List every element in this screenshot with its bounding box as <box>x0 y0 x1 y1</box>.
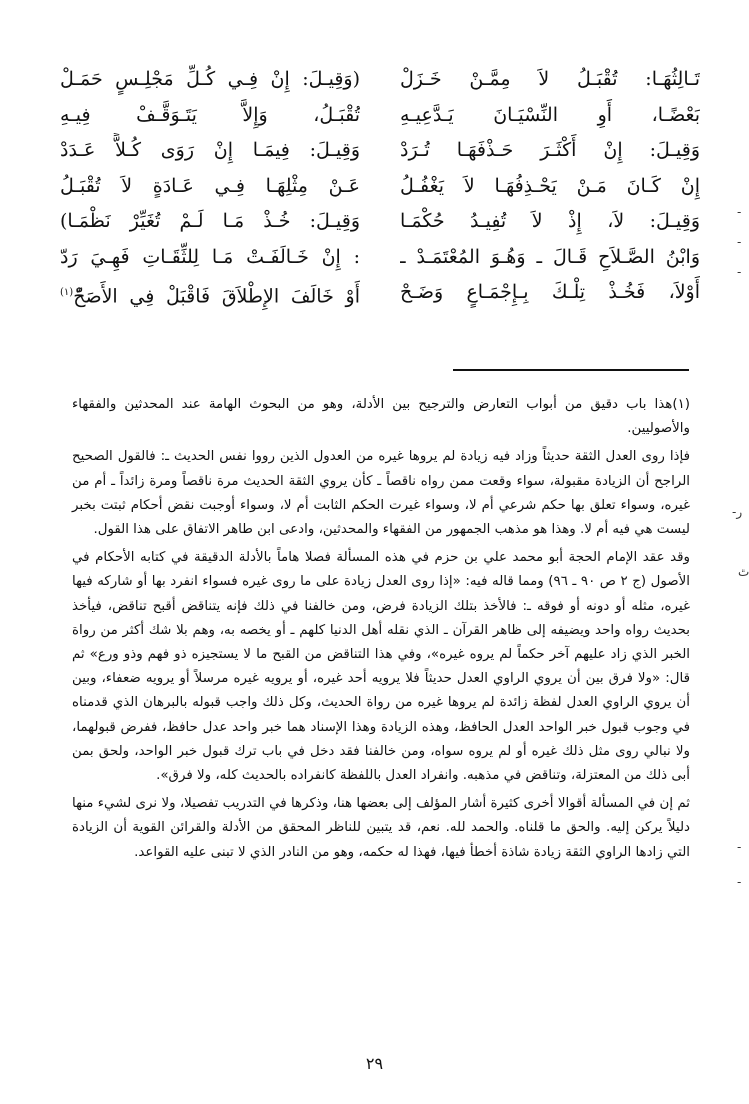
verse-line: تُقْبَـلُ، وَإِلاَّ يَتَـوَقَّـفْ فِيـهِ <box>60 103 360 126</box>
verse-column-left <box>60 62 360 311</box>
margin-mark: - <box>737 265 742 279</box>
verse-line: : إِنْ خَـالَفَـتْ مَـا لِلثِّقَـاتِ فَهِـيَ رَدّ <box>60 245 360 268</box>
verse-line: وَقِيـلَ: إِنْ أَكْثَـرَ حَـذْفَهَـا تُـرَدْ <box>400 139 700 161</box>
verse-line: وَقِيـلَ: خُـذْ مَـا لَـمْ تُغَيِّرْ نَظْمَـا) <box>60 210 360 232</box>
margin-mark: - <box>737 875 742 889</box>
margin-mark: ﭢ <box>738 565 749 579</box>
verse-line: وَقِيـلَ: فِيمَـا إِنْ رَوَى كُـلاًّ عَـدَدْ <box>60 139 360 161</box>
footnote-text: هذا باب دقيق من أبواب التعارض والترجيح بين الأدلة، وهو من البحوث الهامة عند المحدثين والفقهاء والأصوليين. <box>72 397 690 437</box>
verse-line: إِنْ كَـانَ مَـنْ يَحْـذِفُهَـا لاَ يَغْفُـلُ <box>400 174 700 197</box>
footnote-body <box>72 393 690 869</box>
footnote-marker: (١) <box>672 397 690 412</box>
page-number: ٢٩ <box>365 1054 384 1073</box>
verse-line: تَـالِثُهَـا: تُقْبَـلُ لاَ مِمَّـنْ خَـزَلْ <box>400 68 700 90</box>
footnote-paragraph: وقد عقد الإمام الحجة أبو محمد علي بن حزم في هذه المسألة فصلا هاماً بالأدلة الدقيقة في كتابه الأحكام في الأصول (ج ٢ ص ٩٠ ـ ٩٦) ومما قاله فيه: «إذا روى العدل زيادة على ما روى غيره فسواء انفرد بها أو شاركه فيها غيره، مثله أو دونه أو فوقه ـ: فالأخذ بتلك الزيادة فرض، ومن خالفنا في ذلك فإنه يتناقض أقبح تناقض، فيأخذ بحديث رواه واحد ويضيفه إلى ظاهر القرآن ـ الذي نقله أهل الدنيا كلهم ـ أو يخصه به، وهم بلا شك أكثر من رواة الخبر الذي زاد عليهم آخر حكماً لم يروه غيره»، وفي هذا التناقض من القبح ما لا يستجيزه ذو فهم وذو ورع» ثم قال: «ولا فرق بين أن يروي الراوي العدل حديثاً فلا يرويه أحد غيره، أو يرويه غيره مرسلاً أو يرويه ضعفاء، وبين أن يروي الراوي العدل لفظة زائدة لم يروها غيره من رواة الحديث، وكل ذلك واجب قبوله بالبرهان الذي قدمناه في وجوب قبول خبر الواحد العدل الحافظ، وهذه الزيادة وهذا الإسناد هما خبر واحد عدل حافظ، ففرض قبولهما، ولا نبالي روى مثل ذلك غيره أو لم يروه سواه، ومن خالفنا فقد دخل في باب ترك قبول خبر الواحد، ولحق بمن أبى ذلك من المعتزلة، وتناقض في مذهبه. وانفراد العدل باللفظة كانفراده بالحديث كله، ولا فرق». <box>72 550 691 784</box>
verse-block <box>60 62 700 312</box>
verse-text: أَوْ خَالَفَ الإِطْلاَقَ فَاقْبَلْ فِي الأَصَحّْ <box>73 285 360 308</box>
margin-mark: ﺭ- <box>732 505 743 519</box>
footnote-paragraph: ثم إن في المسألة أقوالا أخرى كثيرة أشار المؤلف إلى بعضها هنا، وذكرها في التدريب تفصيلا، ولا نرى لشيء منها دليلاً يركن إليه. والحق ما قلناه. والحمد لله. نعم، قد يتبين للناظر المحقق من الأدلة والقرائن القوية أن الزيادة التي زادها الراوي الثقة زيادة شاذة أخطأ فيها، فهذا له حكمه، وهو من النادر الذي لا تبنى عليه القواعد. <box>72 796 690 860</box>
margin-mark: - <box>737 235 742 249</box>
verse-line-with-footnote <box>60 275 360 311</box>
margin-mark: - <box>737 205 742 219</box>
verse-line: عَـنْ مِثْلِهَـا فِـي عَـادَةٍ لاَ تُقْبَـلُ <box>60 174 360 197</box>
verse-line: وَقِيـلَ: لاَ، إِذْ لاَ تُفِيـدُ حُكْمَـا <box>400 210 700 232</box>
verse-line: (وَقِيـلَ: إِنْ فِـي كُـلِّ مَجْلِـسٍ حَمَـلْ <box>60 68 360 90</box>
footnote-separator <box>453 369 689 371</box>
footnote-paragraph <box>72 393 690 441</box>
margin-mark: - <box>737 840 742 854</box>
verse-line: أَوْلاَ، فَخُـذْ تِلْـكَ بِـإِجْمَـاعٍ وَضَـحْ <box>400 281 700 303</box>
footnote-reference[interactable]: (١) <box>60 287 74 298</box>
footnote-paragraph: فإذا روى العدل الثقة حديثاً وزاد فيه زيادة لم يروها غيره من العدول الذين رووا نفس الحديث ـ: فالقول الصحيح الراجح أن الزيادة مقبولة، سواء وقعت ممن رواه ناقصاً ـ كأن يروي الثقة الحديث مرة ناقصاً ومرة زائداً ـ أم من غيره، وسواء تعلق بها حكم شرعي أم لا، وسواء غيرت الحكم الثابت أم لا، وسواء أوجبت نقض أحكام ثبتت بخبر ليست هي فيه أم لا. وهذا هو مذهب الجمهور من الفقهاء والمحدثين، وادعى ابن طاهر الاتفاق على هذا القول. <box>72 449 690 538</box>
verse-line: وَابْنُ الصَّـلاَحِ قَـالَ ـ وَهُـوَ المُعْتَمَـدْ ـ <box>400 245 700 268</box>
verse-line: بَعْضًـا، أَوِ النِّسْيَـانَ يَـدَّعِيـهِ <box>400 103 700 126</box>
verse-column-right <box>400 62 700 311</box>
